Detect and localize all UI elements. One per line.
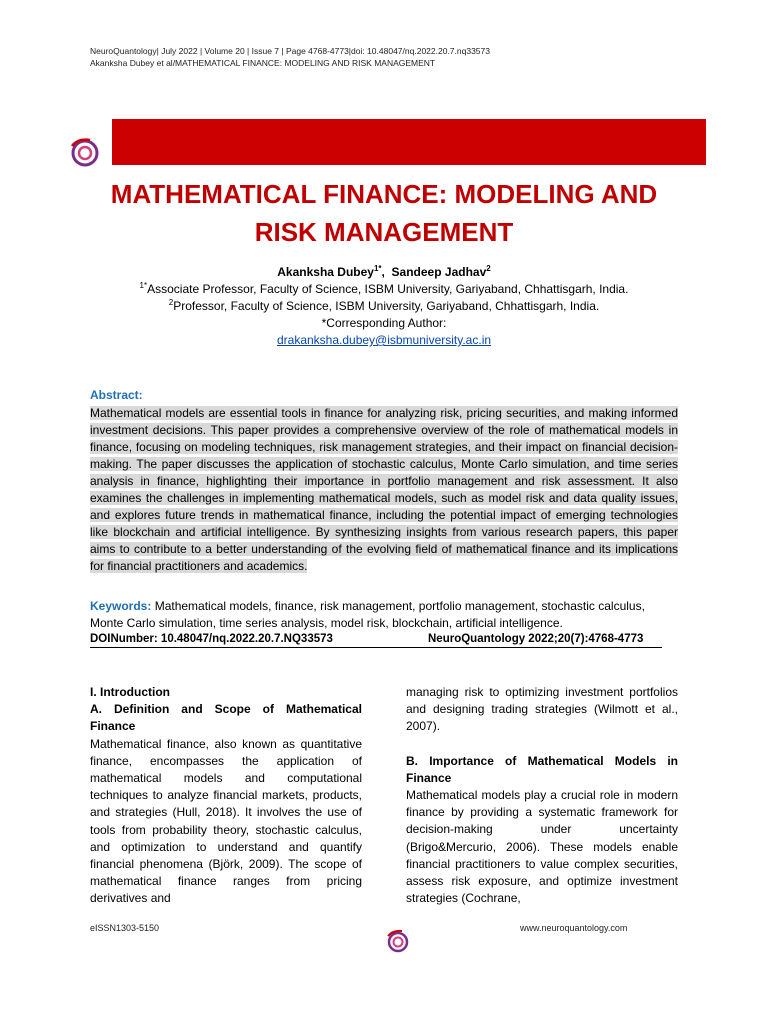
author-block bbox=[60, 264, 708, 349]
affiliation-2-text: Professor, Faculty of Science, ISBM University, Gariyaband, Chhattisgarh, India. bbox=[173, 299, 600, 313]
author-1-sup: 1* bbox=[373, 264, 382, 273]
running-header-title: Akanksha Dubey et al/MATHEMATICAL FINANCE: MODELING AND RISK MANAGEMENT bbox=[90, 58, 436, 68]
keywords-label: Keywords: bbox=[90, 599, 152, 613]
affiliation-1 bbox=[60, 281, 708, 298]
title-line-1: MATHEMATICAL FINANCE: MODELING AND bbox=[110, 179, 658, 209]
author-2: Sandeep Jadhav bbox=[391, 265, 487, 279]
author-2-sup: 2 bbox=[486, 264, 491, 273]
author-separator: , bbox=[381, 265, 392, 279]
corresponding-email-link[interactable]: drakanksha.dubey@isbmuniversity.ac.in bbox=[276, 333, 492, 347]
footer-issn: eISSN1303-5150 bbox=[90, 923, 160, 933]
title-line-2: RISK MANAGEMENT bbox=[254, 217, 514, 247]
section-heading-introduction: I. Introduction bbox=[90, 685, 170, 699]
journal-citation: NeuroQuantology 2022;20(7):4768-4773 bbox=[428, 633, 644, 645]
running-header-citation: NeuroQuantology| July 2022 | Volume 20 | Issue 7 | Page 4768-4773|doi: 10.48047/nq.2022.20.7.nq33573 bbox=[90, 46, 490, 56]
header-red-bar bbox=[112, 119, 706, 165]
paragraph-importance: Mathematical models play a crucial role in modern finance by providing a systematic framework for decision-making under uncertainty (Brigo&Mercurio, 2006). These models enable financial practitioners to value complex securities, assess risk exposure, and optimize investment strategies (Cochrane, bbox=[406, 788, 678, 906]
paper-title bbox=[60, 175, 708, 251]
footer-website[interactable]: www.neuroquantology.com bbox=[520, 923, 628, 933]
footer-logo-icon bbox=[383, 928, 413, 956]
journal-logo-icon bbox=[66, 136, 104, 170]
subsection-heading-importance: B. Importance of Mathematical Models in Finance bbox=[406, 753, 678, 785]
doi-number: DOINumber: 10.48047/nq.2022.20.7.NQ33573 bbox=[90, 633, 333, 645]
keywords-text: Mathematical models, finance, risk management, portfolio management, stochastic calculus, Monte Carlo simulation, time series analysis, model risk, blockchain, artificial intelligence. bbox=[90, 599, 645, 630]
abstract-text: Mathematical models are essential tools in finance for analyzing risk, pricing securities, and making informed investment decisions. This paper provides a comprehensive overview of the role of mathematical models in finance, focusing on modeling techniques, risk management strategies, and their impact on financial decision-making. The paper discusses the application of stochastic calculus, Monte Carlo simulation, and time series analysis in finance, highlighting their importance in portfolio management and risk assessment. It also examines the challenges in implementing mathematical models, such as model risk and data quality issues, and explores future trends in mathematical finance, including the potential impact of emerging technologies like blockchain and artificial intelligence. By synthesizing insights from various research papers, this paper aims to contribute to a better understanding of the evolving field of mathematical finance and its implications for financial practitioners and academics. bbox=[90, 406, 678, 573]
corresponding-author-label: *Corresponding Author: bbox=[321, 316, 447, 330]
keywords bbox=[90, 598, 680, 632]
paragraph-definition: Mathematical finance, also known as quantitative finance, encompasses the application of mathematical models and computational techniques to analyze financial markets, products, and strategies (Hull, 2018). It involves the use of tools from probability theory, stochastic calculus, and optimization to understand and quantify financial phenomena (Björk, 2009). The scope of mathematical finance ranges from pricing derivatives and bbox=[90, 736, 362, 906]
author-1: Akanksha Dubey bbox=[277, 265, 374, 279]
doi-line bbox=[90, 633, 662, 648]
left-column bbox=[90, 684, 362, 908]
affiliation-1-sup: 1* bbox=[139, 281, 148, 290]
author-names bbox=[60, 264, 708, 281]
abstract-body bbox=[90, 405, 678, 575]
affiliation-2 bbox=[60, 298, 708, 315]
affiliation-2-sup: 2 bbox=[168, 298, 174, 307]
right-column bbox=[406, 684, 678, 907]
abstract-heading: Abstract: bbox=[90, 388, 143, 402]
paragraph-continued: managing risk to optimizing investment portfolios and designing trading strategies (Wilmott et al., 2007). bbox=[406, 685, 678, 734]
affiliation-1-text: Associate Professor, Faculty of Science, ISBM University, Gariyaband, Chhattisgarh, India. bbox=[147, 282, 629, 296]
subsection-heading-definition: A. Definition and Scope of Mathematical Finance bbox=[90, 702, 362, 734]
